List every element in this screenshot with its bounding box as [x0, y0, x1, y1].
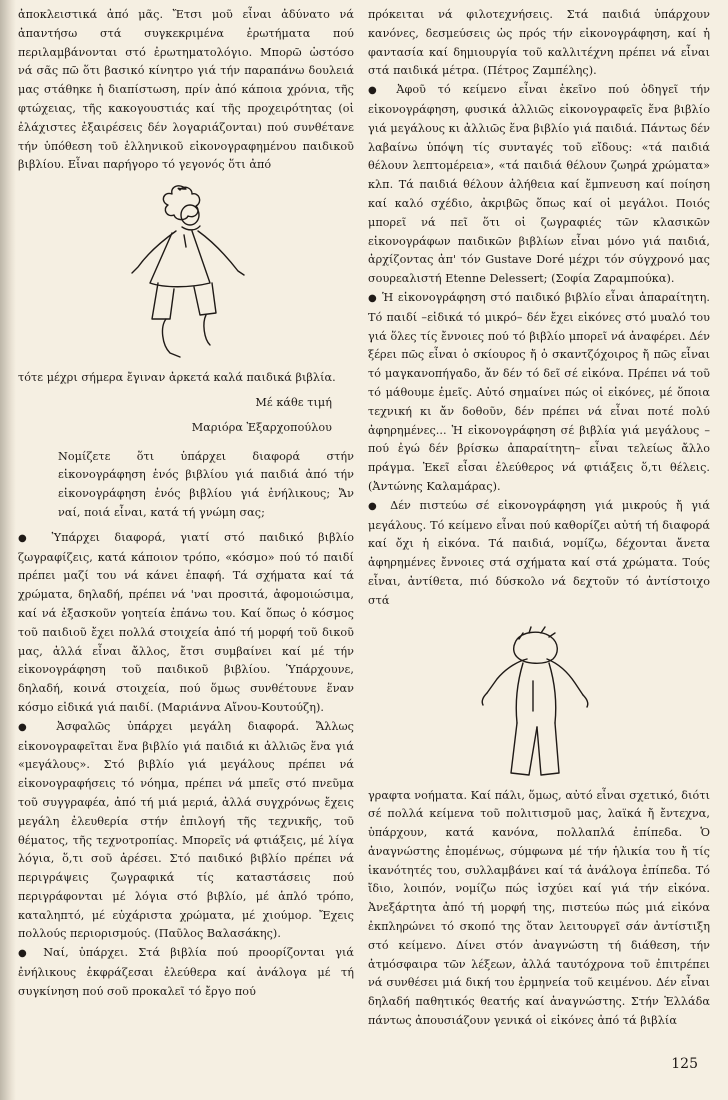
- page-number: 125: [671, 1056, 698, 1072]
- signoff-author: Μαριόρα Ἐξαρχοπούλου: [191, 420, 332, 434]
- interview-question: Νομίζετε ὅτι ὑπάρχει διαφορά στήν εἰκονογράφηση ἑνός βιβλίου γιά παιδιά ἀπό τήν εἰκονογράφηση ἑνός βιβλίου γιά ἐνήλικους; Ἄν ναί, ποιά εἶναι, κατά τή γνώμη σας;: [58, 449, 354, 519]
- answer-zarampouka: ● Ἀφοῦ τό κείμενο εἶναι ἐκεῖνο πού ὁδηγεῖ τήν εἰκονογράφηση, φυσικά ἀλλιῶς εἰκονογραφεῖς ἕνα βιβλίο γιά μεγάλους κι ἀλλιῶς ἕνα βιβλίο γιά παιδιά. Πάντως δέν λαβαίνω ὑπόψη τίς συνταγές τοῦ εἴδους: «τά παιδιά θέλουν λεπτομέρεια», «τά παιδιά θέλουν ζωηρά χρώματα» κλπ. Τά παιδιά θέλουν ἀλήθεια καί ἔμπνευση καί ποίηση καί καλό σχέδιο, ἀκριβῶς ὅπως καί οἱ μεγάλοι. Ποιός μπορεῖ νά πεῖ ὅτι οἱ ζωγραφιές τῶν κλασικῶν εἰκονογράφων παιδικῶν βιβλίων εἶναι μόνο γιά παιδιά, ἀρχίζοντας ἀπ' τόν Gustave Doré μέχρι τόν σύγχρονό μας σουρεαλιστή Etenne Delessert; (Σοφία Ζαραμπούκα).: [368, 81, 710, 289]
- right-column: [368, 6, 710, 1031]
- child-illustration-right: [449, 617, 629, 787]
- child-illustration-left: [86, 179, 286, 369]
- answer-delessert-start: ● Δέν πιστεύω σέ εἰκονογράφηση γιά μικρούς ἤ γιά μεγάλους. Τό κείμενο εἶναι πού καθορίζει αὐτή τή διαφορά καί ὄχι ἡ εἰκόνα. Τά παιδιά, νομίζω, δέχονται ἄνετα ἀφηρημένες ἔννοιες στά σχήματα καί στά χρώματα. Τούς εἶναι, ἀντίθετα, πιό δύσκολο νά δεχτοῦν τό ἀντίστοιχο στά: [368, 497, 710, 611]
- answer-valasakis: ● Ἀσφαλῶς ὑπάρχει μεγάλη διαφορά. Ἄλλως εἰκονογραφεῖται ἕνα βιβλίο γιά παιδιά κι ἀλλιῶς ἕνα γιά «μεγάλους». Στό βιβλίο γιά μεγάλους πρέπει νά εἰκονογραφήσεις τό νόημα, πρέπει νά μπεῖς στό πνεῦμα τοῦ συγγραφέα, ἀπό τή μιά μεριά, ἀλλά συγχρόνως ἔχεις μεγάλη ἐλευθερία στήν ἐπιλογή τῆς τεχνικῆς, τοῦ θέματος, τῆς τεχνοτροπίας. Μπορεῖς νά φτιάξεις, μέ λίγα λόγια, ὅ,τι σοῦ ἀρέσει. Στό παιδικό βιβλίο πρέπει νά περιγράψεις ζωγραφικά τίς καταστάσεις πού περιγράφονται μέ λόγια στό βιβλίο, μέ ἁπλό τρόπο, καταληπτό, μέ εὐχάριστα χρώματα, μέ χιούμορ. Ἔχεις πολλούς περιορισμούς. (Παῦλος Βαλασάκης).: [18, 718, 354, 945]
- binding-gutter: [0, 0, 16, 1100]
- answer-zampelis-end: πρόκειται νά φιλοτεχνήσεις. Στά παιδιά ὑπάρχουν κανόνες, δεσμεύσεις ὡς πρός τήν εἰκονογράφηση, καί ἡ φαντασία καί δημιουργία τοῦ καλλιτέχνη πρέπει νά εἶναι στά παιδικά μέτρα. (Πέτρος Ζαμπέλης).: [368, 8, 710, 78]
- intro-paragraph: ἀποκλειστικά ἀπό μᾶς. Ἔτσι μοῦ εἶναι ἀδύνατο νά ἀπαντήσω στά συγκεκριμένα ἐρωτήματα πού περιλαμβάνονται στό ἐρωτηματολόγιο. Μπορῶ ὡστόσο νά σᾶς πῶ ὅτι βασικό κίνητρο γιά τήν παραπάνω δουλειά μας στάθηκε ἡ διαπίστωση, πρίν ἀπό κάποια χρόνια, τῆς φτώχειας, τῆς κακογουστιάς καί τῆς προχειρότητας (οἱ ἐλάχιστες ἐξαιρέσεις δέν λογαριάζονται) πού συνθέτανε τήν ὑπόθεση τοῦ ἑλληνικοῦ εἰκονογραφημένου παιδικοῦ βιβλίου. Εἶναι παρήγορο τό γεγονός ὅτι ἀπό: [18, 8, 354, 172]
- answer-kalamaras: ● Ἡ εἰκονογράφηση στό παιδικό βιβλίο εἶναι ἀπαραίτητη. Τό παιδί –εἰδικά τό μικρό– δέν ἔχει εἰκόνες στό μυαλό του γιά ὅλες τίς ἔννοιες πού τό βιβλίο μπορεῖ νά ἀναφέρει. Δέν ξέρει πῶς εἶναι ὁ σκίουρος ἤ ὁ σκαντζόχοιρος ἤ πῶς εἶναι τό μαγκανοπήγαδο, ἄν δέν τό δεῖ σέ εἰκόνα. Πρέπει νά τοῦ τό μάθουμε ἐμεῖς. Αὐτό σημαίνει πώς οἱ εἰκόνες, μέ ὅποια τεχνική κι ἄν δοθοῦν, δέν πρέπει νά εἶναι ποτέ πολύ ἀφηρημένες... Ἡ εἰκονογράφηση σέ βιβλία γιά μεγάλους –πού ἐγώ δέν βρίσκω ἀπαραίτητη– εἶναι τελείως ἄλλο πράγμα. Ἐκεῖ εἶσαι ἐλεύθερος νά φτιάξεις ὅ,τι θέλεις. (Ἀντώνης Καλαμάρας).: [368, 289, 710, 497]
- signoff-greeting: Μέ κάθε τιμή: [255, 395, 332, 409]
- continued-paragraph: τότε μέχρι σήμερα ἔγιναν ἀρκετά καλά παιδικά βιβλία.: [18, 371, 336, 385]
- answer-ainou-koutouzi: ● Ὑπάρχει διαφορά, γιατί στό παιδικό βιβλίο ζωγραφίζεις, κατά κάποιον τρόπο, «κόσμο» πού τό παιδί πρέπει μαζί του νά κάνει ἐπαφή. Τά σχήματα καί τά χρώματα, δηλαδή, πρέπει νά 'ναι προσιτά, ἀφομοιώσιμα, καί νά ἐξασκοῦν γοητεία ἐπάνω του. Καί ὅπως ὁ κόσμος τοῦ παιδιοῦ ἔχει πολλά στοιχεία ἀπό τή μορφή τοῦ δικοῦ μας, ἀλλά εἶναι ἄλλος, ἔτσι συμβαίνει καί μέ τήν εἰκονογράφηση τοῦ παιδικοῦ βιβλίου. Ὑπάρχουνε, δηλαδή, κοινά στοιχεία, πού ὅμως συνθέτουνε ἕναν κόσμο εἰδικά γιά παιδί. (Μαριάννα Αἴνου-Κουτούζη).: [18, 529, 354, 718]
- answer-delessert-end: γραφτα νοήματα. Καί πάλι, ὅμως, αὐτό εἶναι σχετικό, διότι σέ πολλά κείμενα τοῦ πολιτισμοῦ μας, λαϊκά ἤ ἔντεχνα, ὑπάρχουν, κατά κανόνα, πολλαπλά ἐπίπεδα. Ὁ ἀναγνώστης ἑπομένως, σύμφωνα μέ τήν ἡλικία του ἤ τίς ἱκανότητές του, συλλαμβάνει καί τά ἀνάλογα ἐπίπεδα. Τό ἴδιο, λοιπόν, νομίζω πώς ἰσχύει καί γιά τήν εἰκόνα. Ἀνεξάρτητα ἀπό τή μορφή της, πιστεύω πώς μιά εἰκόνα ἐκπληρώνει τό σκοπό της ὅταν λειτουργεῖ σάν ἀντίστιξη στό κείμενο. Δίνει στόν ἀναγνώστη τή διάθεση, τήν ἀτμόσφαιρα τῶν λέξεων, ἀλλά ταυτόχρονα τοῦ ἐπιτρέπει νά συνθέσει μιά δική του ἑρμηνεία τοῦ κειμένου. Δέν εἶναι δηλαδή παθητικός θεατής καί ἀναγνώστης. Στήν Ἑλλάδα πάντως ἀπουσιάζουν γενικά οἱ εἰκόνες ἀπό τά βιβλία: [368, 788, 710, 1028]
- answer-zampelis-start: ● Ναί, ὑπάρχει. Στά βιβλία πού προορίζονται γιά ἐνήλικους ἐκφράζεσαι ἐλεύθερα καί ἀνάλογα μέ τή συγκίνηση πού σοῦ προκαλεῖ τό ἔργο πού: [18, 944, 354, 1001]
- left-column: [18, 6, 354, 1002]
